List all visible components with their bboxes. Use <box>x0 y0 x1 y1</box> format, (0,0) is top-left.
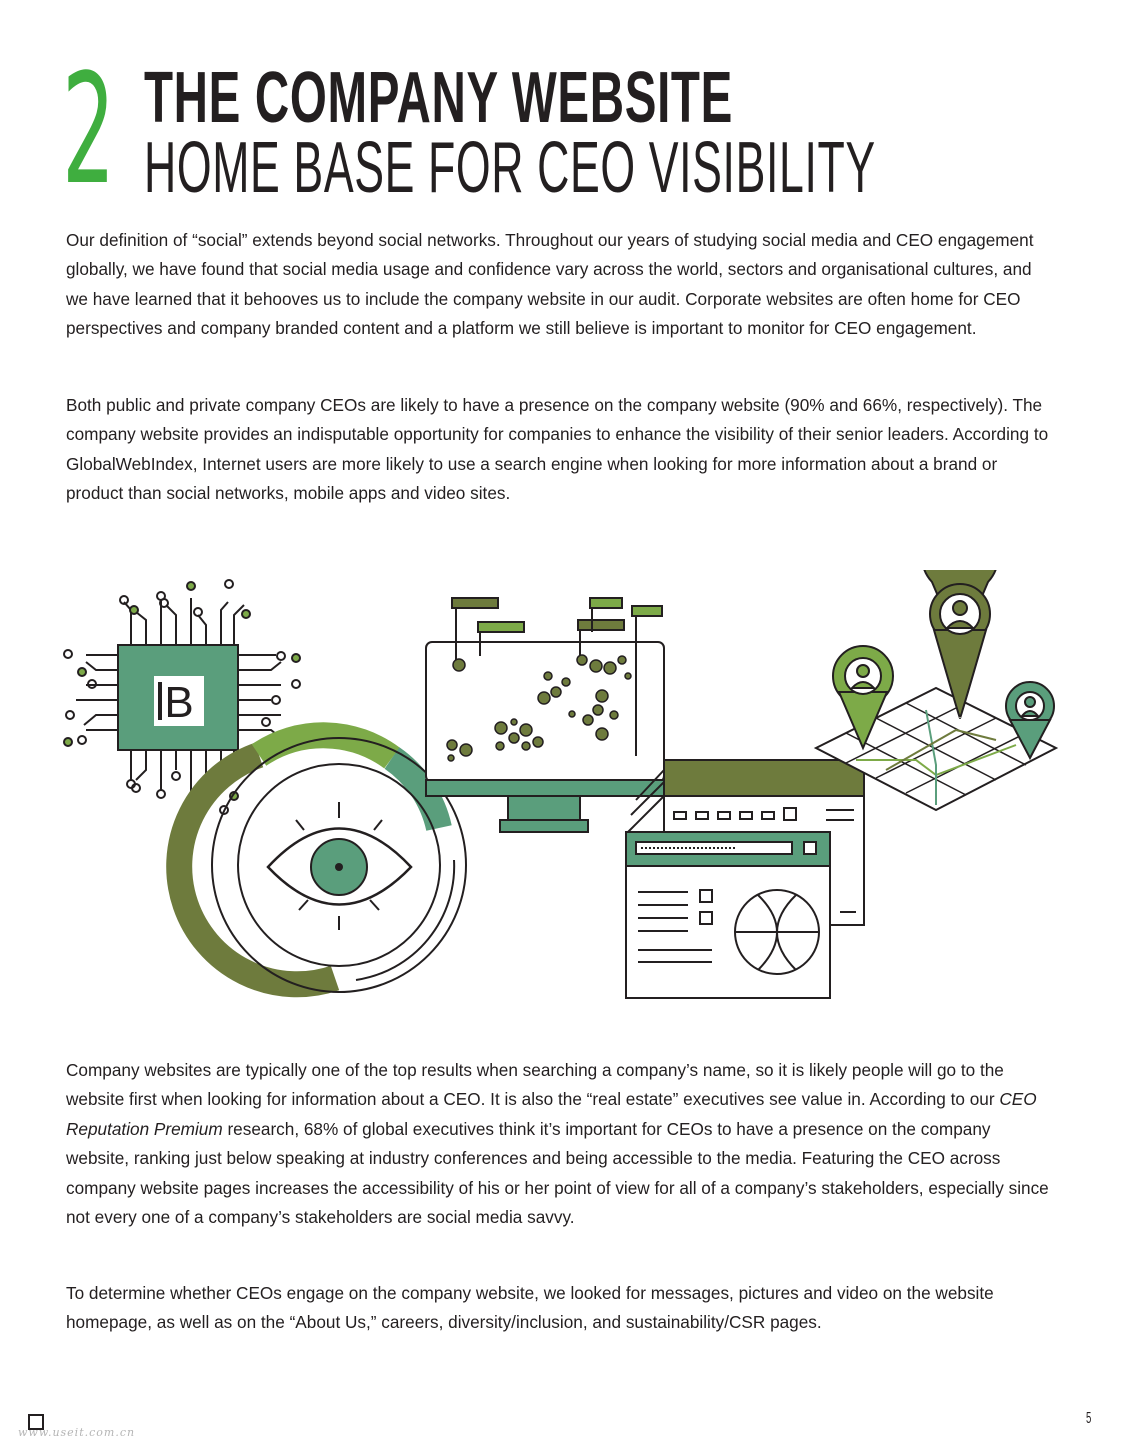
report-title: CEO Reputation Premium <box>66 1089 1037 1139</box>
page-title: THE COMPANY WEBSITE <box>144 58 733 138</box>
intro-paragraph: Our definition of “social” extends beyond social networks. Throughout our years of studying social media and CEO engagement globally, we have found that social media usage and confidence vary across the world, sectors and organisational cultures, and we have learned that it behooves us to include the company website in our audit. Corporate websites are often home for CEO perspectives and company branded content and a platform we still believe is important to monitor for CEO engagement. <box>66 230 1034 339</box>
eye-gauge-icon <box>179 735 466 992</box>
monitor-map-icon <box>426 598 664 832</box>
section-number: 2 <box>62 41 115 218</box>
website-value-paragraph <box>66 1056 1056 1232</box>
presence-paragraph: Both public and private company CEOs are likely to have a presence on the company website (90% and 66%, respectively). The company website provides an indisputable opportunity for companies to enhance the visibility of their senior leaders. According to GlobalWebIndex, Internet users are more likely to use a search engine when looking for more information about a brand or product than social networks, mobile apps and video sites. <box>66 395 1049 504</box>
page-subtitle: HOME BASE FOR CEO VISIBILITY <box>144 128 876 208</box>
paragraph3-text-b: research, 68% of global executives think it’s important for CEOs to have a presence on the company website, ranking just below speaking at industry conferences and being accessible to the media. Featuring the CEO across company website pages increases the accessibility of his or her point of view for all of a company’s stakeholders, especially since not every one of a company’s stakeholders are social media savvy. <box>66 1118 1049 1228</box>
bitcoin-chip-icon <box>64 580 300 818</box>
watermark: www.useit.com.cn <box>18 1426 136 1439</box>
page-header <box>62 41 1062 218</box>
page-number: 5 <box>1086 1410 1092 1427</box>
methodology-paragraph: To determine whether CEOs engage on the company website, we looked for messages, pictures and video on the website homepage, as well as on the “About Us,” careers, diversity/inclusion, and sustainability/CSR pages. <box>66 1283 994 1333</box>
paragraph3-text-a: Company websites are typically one of the top results when searching a company’s name, so it is likely people will go to the website first when looking for information about a CEO. It is also the “real estate” executives see value in. According to our <box>66 1060 1004 1110</box>
website-illustration <box>56 570 1066 1010</box>
svg-text:B: B <box>164 678 194 727</box>
